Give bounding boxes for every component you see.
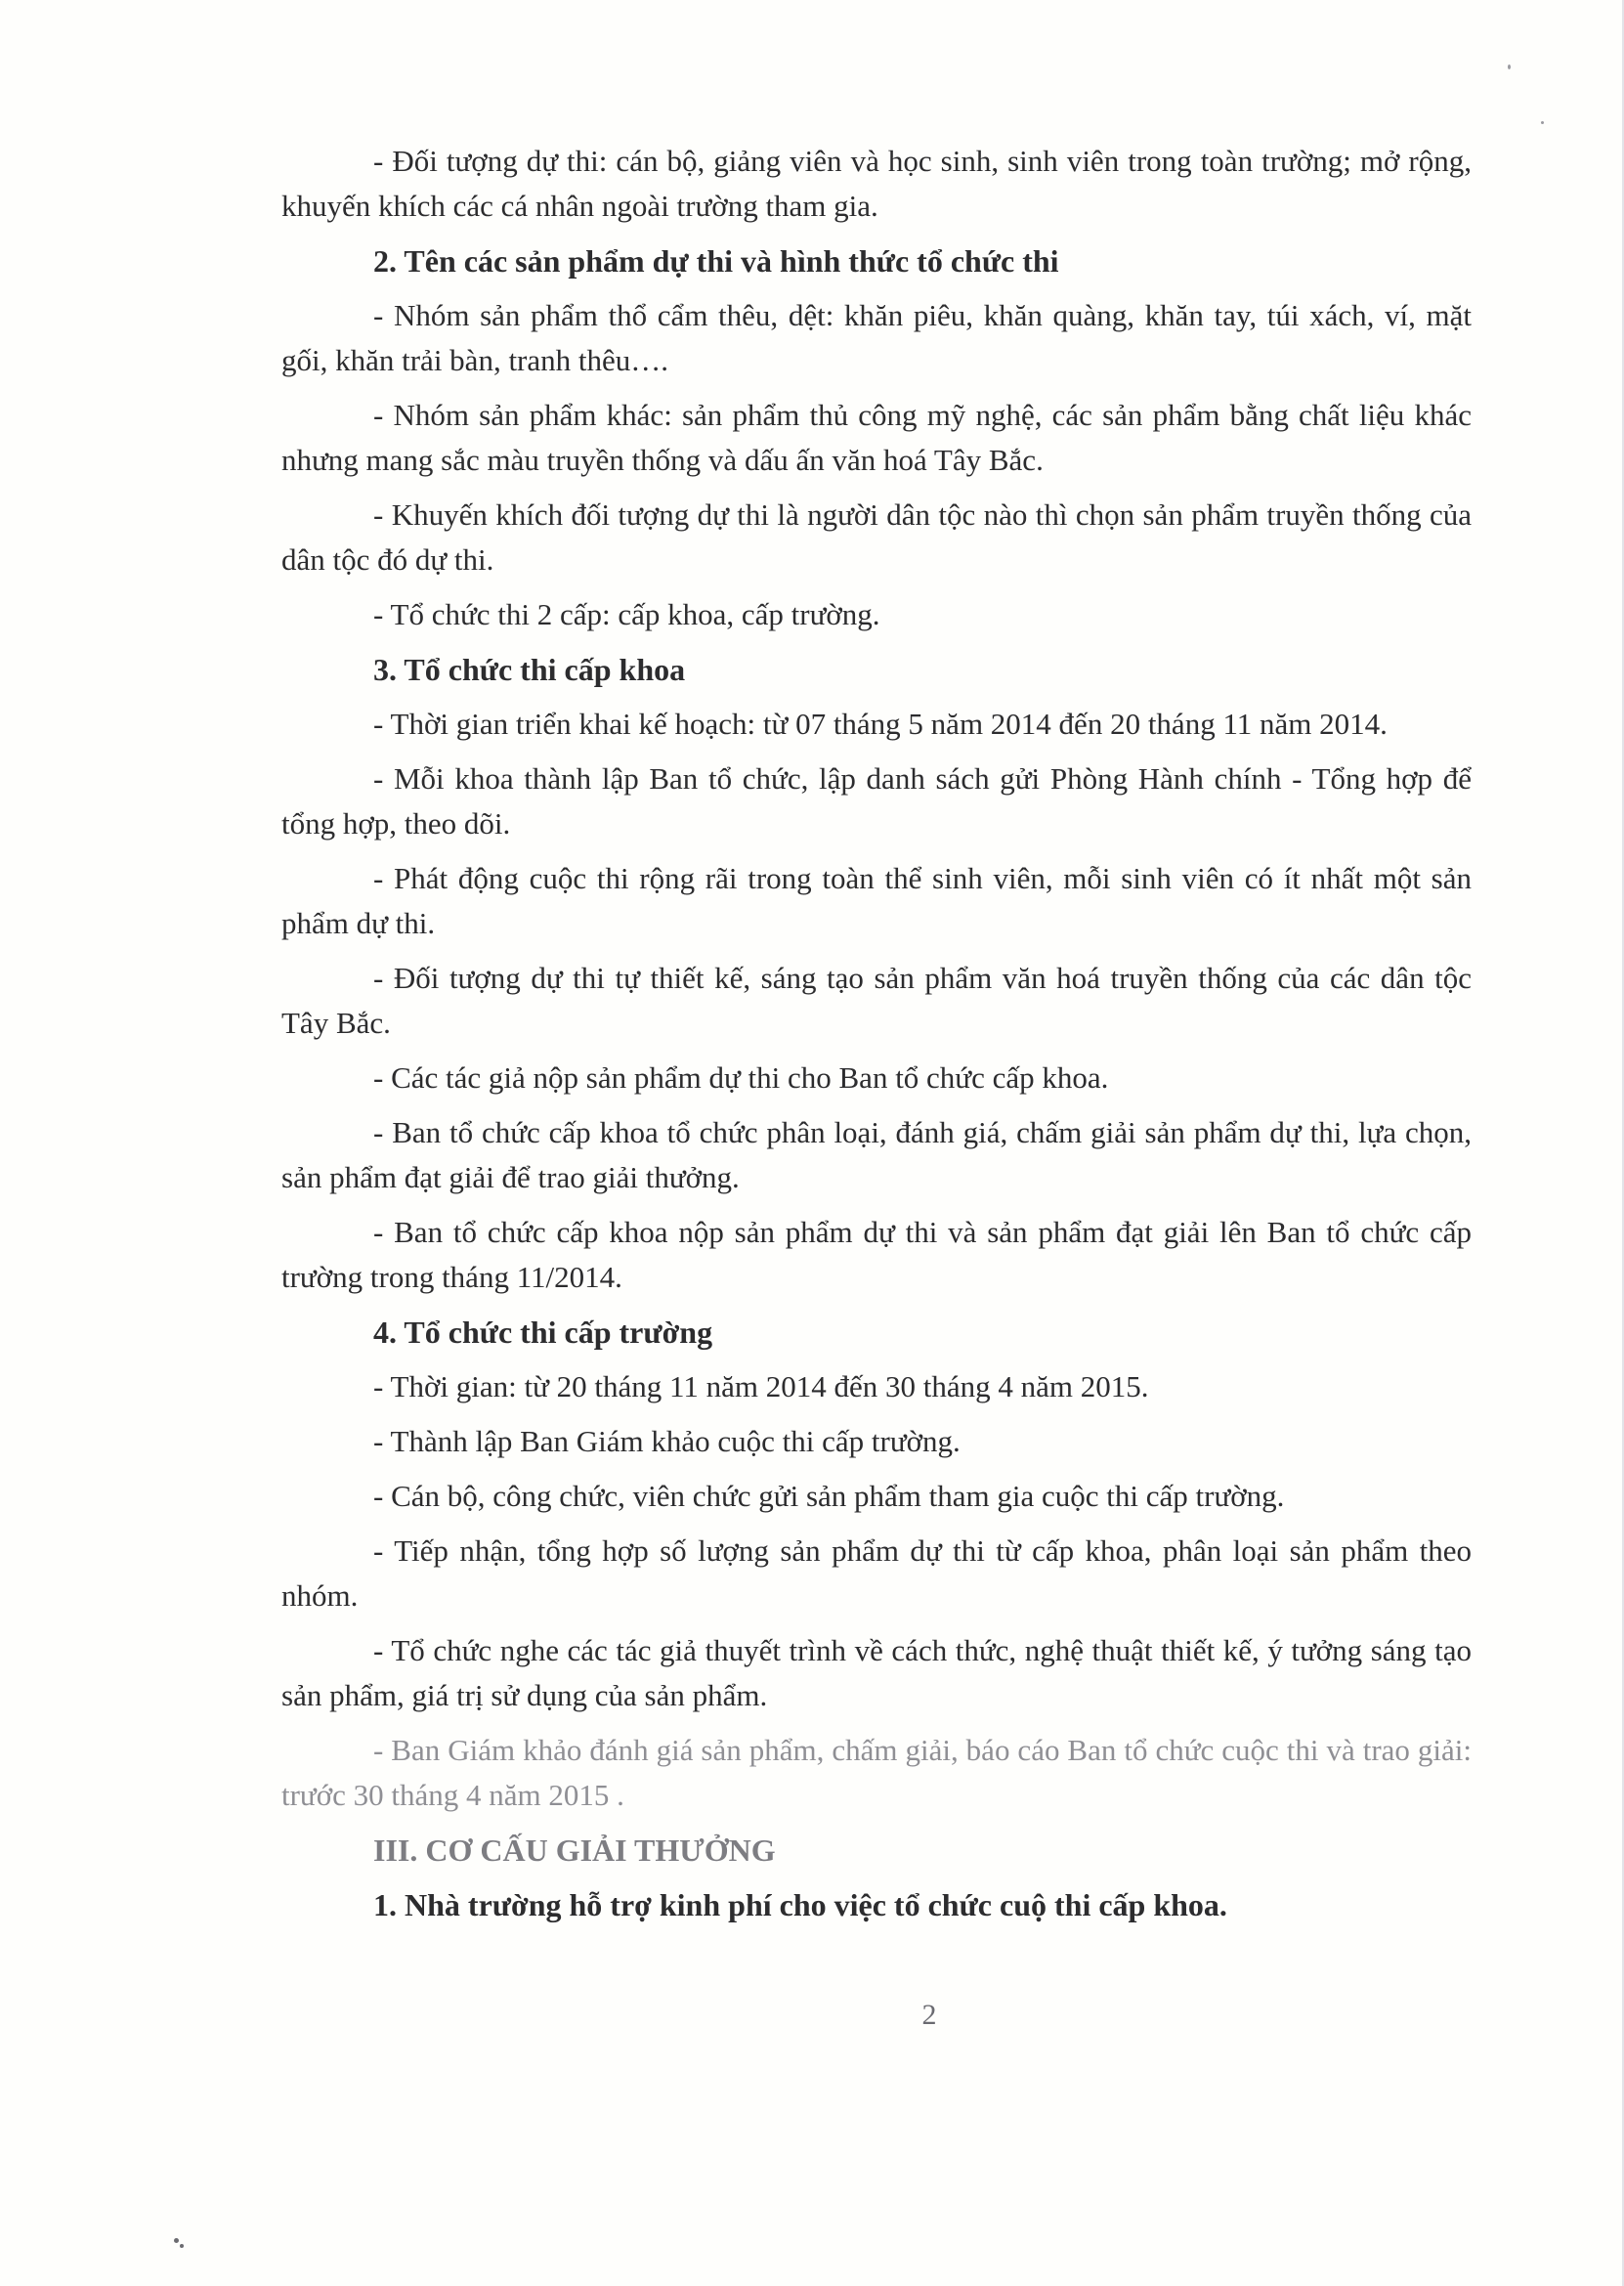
body-paragraph: - Mỗi khoa thành lập Ban tổ chức, lập danh sách gửi Phòng Hành chính - Tổng hợp để tổng hợp, theo dõi.	[281, 761, 1472, 841]
body-paragraph: - Cán bộ, công chức, viên chức gửi sản phẩm tham gia cuộc thi cấp trường.	[373, 1479, 1285, 1513]
body-paragraph: - Ban tổ chức cấp khoa tổ chức phân loại, đánh giá, chấm giải sản phẩm dự thi, lựa chọn, sản phẩm đạt giải để trao giải thưởng.	[281, 1115, 1472, 1194]
body-paragraph: - Ban tổ chức cấp khoa nộp sản phẩm dự thi và sản phẩm đạt giải lên Ban tổ chức cấp trường trong tháng 11/2014.	[281, 1215, 1472, 1294]
body-paragraph: - Tổ chức thi 2 cấp: cấp khoa, cấp trường.	[373, 597, 880, 631]
body-paragraph: - Thời gian: từ 20 tháng 11 năm 2014 đến 30 tháng 4 năm 2015.	[373, 1369, 1149, 1403]
body-paragraph: - Nhóm sản phẩm thổ cẩm thêu, dệt: khăn piêu, khăn quàng, khăn tay, túi xách, ví, mặt gối, khăn trải bàn, tranh thêu….	[281, 298, 1472, 377]
body-paragraph: - Ban Giám khảo đánh giá sản phẩm, chấm giải, báo cáo Ban tổ chức cuộc thi và trao giải: trước 30 tháng 4 năm 2015 .	[281, 1733, 1472, 1812]
section-heading: 1. Nhà trường hỗ trợ kinh phí cho việc tổ chức cuộ thi cấp khoa.	[373, 1887, 1227, 1922]
section-heading: III. CƠ CẤU GIẢI THƯỞNG	[373, 1833, 776, 1868]
scan-speck	[180, 2244, 184, 2248]
body-paragraph: - Phát động cuộc thi rộng rãi trong toàn thể sinh viên, mỗi sinh viên có ít nhất một sản phẩm dự thi.	[281, 861, 1472, 940]
body-paragraph: - Thành lập Ban Giám khảo cuộc thi cấp trường.	[373, 1424, 961, 1458]
scan-speck	[174, 2238, 179, 2243]
body-paragraph: - Nhóm sản phẩm khác: sản phẩm thủ công mỹ nghệ, các sản phẩm bằng chất liệu khác nhưng mang sắc màu truyền thống và dấu ấn văn hoá Tây Bắc.	[281, 398, 1472, 477]
body-paragraph: - Tổ chức nghe các tác giả thuyết trình về cách thức, nghệ thuật thiết kế, ý tưởng sáng tạo sản phẩm, giá trị sử dụng của sản phẩm.	[281, 1633, 1472, 1712]
document-body	[281, 139, 1472, 1937]
body-paragraph: - Thời gian triển khai kế hoạch: từ 07 tháng 5 năm 2014 đến 20 tháng 11 năm 2014.	[373, 707, 1388, 741]
section-heading: 2. Tên các sản phẩm dự thi và hình thức tổ chức thi	[373, 243, 1059, 279]
scan-speck	[1508, 65, 1511, 69]
scan-speck	[1541, 121, 1544, 124]
section-heading: 4. Tổ chức thi cấp trường	[373, 1315, 713, 1350]
section-heading: 3. Tổ chức thi cấp khoa	[373, 652, 686, 687]
body-paragraph: - Khuyến khích đối tượng dự thi là người dân tộc nào thì chọn sản phẩm truyền thống của dân tộc đó dự thi.	[281, 497, 1472, 577]
page-number: 2	[921, 1999, 937, 2031]
body-paragraph: - Đối tượng dự thi: cán bộ, giảng viên và học sinh, sinh viên trong toàn trường; mở rộng, khuyến khích các cá nhân ngoài trường tham gia.	[281, 144, 1472, 223]
body-paragraph: - Tiếp nhận, tổng hợp số lượng sản phẩm dự thi từ cấp khoa, phân loại sản phẩm theo nhóm.	[281, 1533, 1472, 1613]
body-paragraph: - Các tác giả nộp sản phẩm dự thi cho Ban tổ chức cấp khoa.	[373, 1060, 1109, 1095]
body-paragraph: - Đối tượng dự thi tự thiết kế, sáng tạo sản phẩm văn hoá truyền thống của các dân tộc Tây Bắc.	[281, 961, 1472, 1040]
